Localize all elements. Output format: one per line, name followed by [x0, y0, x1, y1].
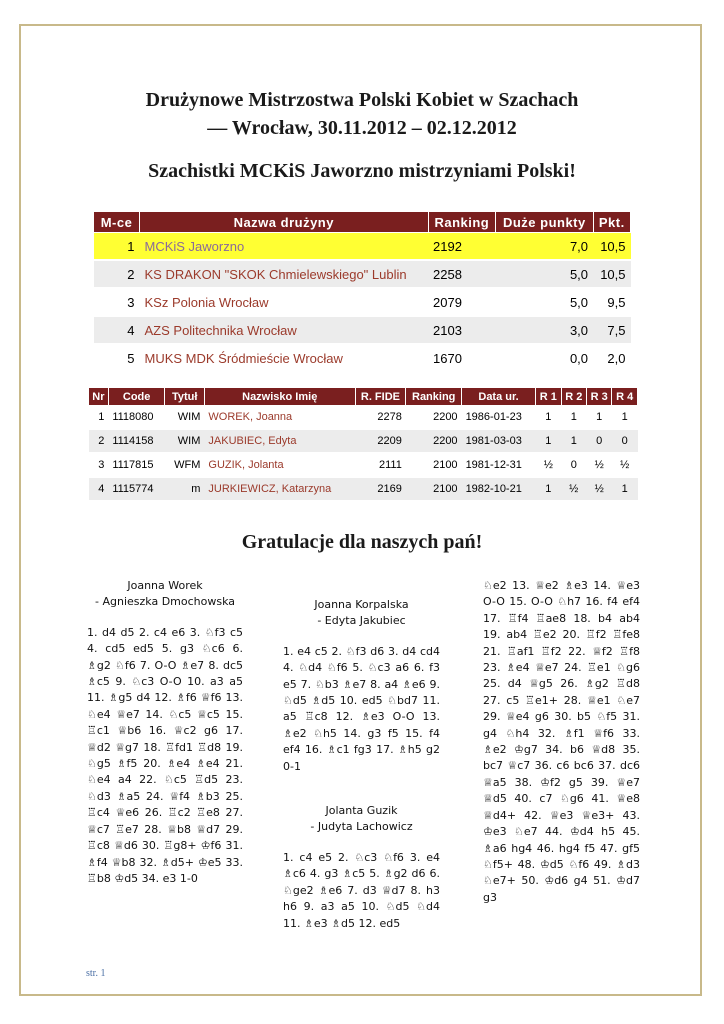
- player-nr: 2: [89, 429, 109, 453]
- player-title: WFM: [165, 453, 204, 477]
- team-name: KSz Polonia Wrocław: [140, 288, 429, 316]
- page-number: str. 1: [86, 968, 106, 979]
- page-title: Drużynowe Mistrzostwa Polski Kobiet w Szachach: [145, 89, 579, 111]
- team-place: 2: [94, 260, 140, 288]
- col-header-dob: Data ur.: [462, 388, 536, 406]
- table-row: [89, 477, 638, 501]
- col-header-nr: Nr: [89, 388, 109, 406]
- team-big-points: 3,0: [496, 316, 593, 344]
- team-ranking: 2079: [428, 288, 496, 316]
- player-dob: 1986-01-23: [462, 406, 536, 430]
- congratulations-heading: Gratulacje dla naszych pań!: [241, 531, 483, 553]
- player-dob: 1981-12-31: [462, 453, 536, 477]
- team-name: MUKS MDK Śródmieście Wrocław: [140, 344, 429, 372]
- team-name: KS DRAKON "SKOK Chmielewskiego" Lublin: [140, 260, 429, 288]
- col-header-big-points: Duże punkty: [496, 212, 593, 233]
- player-title: WIM: [165, 429, 204, 453]
- player-r4: 1: [612, 406, 638, 430]
- player-code: 1118080: [108, 406, 165, 430]
- table-row: [94, 316, 631, 344]
- team-points: 10,5: [593, 233, 630, 261]
- game-column-3: [483, 578, 640, 906]
- team-big-points: 0,0: [496, 344, 593, 372]
- player-fide: 2278: [355, 406, 406, 430]
- player-r4: 1: [612, 477, 638, 501]
- table-row: [94, 260, 631, 288]
- game-column-1: [87, 578, 243, 887]
- team-place: 3: [94, 288, 140, 316]
- page-subtitle: Szachistki MCKiS Jaworzno mistrzyniami Polski!: [148, 160, 576, 182]
- col-header-r3: R 3: [587, 388, 612, 406]
- page-title-dates: — Wrocław, 30.11.2012 – 02.12.2012: [207, 117, 517, 139]
- team-points: 10,5: [593, 260, 630, 288]
- table-row: [89, 406, 638, 430]
- player-name: GUZIK, Jolanta: [204, 453, 355, 477]
- col-header-r1: R 1: [536, 388, 561, 406]
- player-ranking: 2200: [406, 406, 462, 430]
- player-r4: ½: [612, 453, 638, 477]
- player-ranking: 2200: [406, 429, 462, 453]
- team-big-points: 5,0: [496, 260, 593, 288]
- game2-black-player: - Edyta Jakubiec: [317, 614, 406, 628]
- team-ranking: 2258: [428, 260, 496, 288]
- player-r1: ½: [536, 453, 561, 477]
- player-r4: 0: [612, 429, 638, 453]
- game2-moves: 1. e4 c5 2. ♘f3 d6 3. d4 cd4 4. ♘d4 ♘f6 5. ♘c3 a6 6. f3 e5 7. ♘b3 ♗e7 8. a4 ♗e6 9. ♘d5 ♗d5 10. ed5 ♘bd7 11. a5 ♖c8 12. ♗e3 O-O 13. ♗e2 ♘h5 14. g3 f5 15. f4 ef4 16. ♗c1 fg3 17. ♗h5 g2 0-1: [283, 644, 440, 773]
- player-dob: 1982-10-21: [462, 477, 536, 501]
- team-ranking: 2103: [428, 316, 496, 344]
- team-name: AZS Politechnika Wrocław: [140, 316, 429, 344]
- col-header-points: Pkt.: [593, 212, 630, 233]
- table-row: [89, 453, 638, 477]
- player-r3: ½: [587, 477, 612, 501]
- player-fide: 2209: [355, 429, 406, 453]
- table-row: [89, 429, 638, 453]
- col-header-ranking: Ranking: [428, 212, 496, 233]
- game1-black-player: - Agnieszka Dmochowska: [95, 595, 235, 609]
- game3-white-player: Jolanta Guzik: [325, 804, 398, 818]
- player-fide: 2111: [355, 453, 406, 477]
- team-place: 5: [94, 344, 140, 372]
- player-nr: 4: [89, 477, 109, 501]
- game2-white-player: Joanna Korpalska: [314, 598, 409, 611]
- col-header-title: Tytuł: [165, 388, 204, 406]
- player-title: WIM: [165, 406, 204, 430]
- col-header-name: Nazwisko Imię: [204, 388, 355, 406]
- player-fide: 2169: [355, 477, 406, 501]
- team-standings-table: [93, 211, 631, 373]
- player-nr: 1: [89, 406, 109, 430]
- col-header-place: M-ce: [94, 212, 140, 233]
- player-r1: 1: [536, 429, 561, 453]
- game1-moves: 1. d4 d5 2. c4 e6 3. ♘f3 c5 4. cd5 ed5 5. g3 ♘c6 6. ♗g2 ♘f6 7. O-O ♗e7 8. dc5 ♗c5 9. ♘c3 O-O 10. a3 a5 11. ♗g5 d4 12. ♗f6 ♕f6 13. ♘e4 ♕e7 14. ♘c5 ♕c5 15. ♖c1 ♕b6 16. ♕c2 g6 17. ♕d2 ♕g7 18. ♖fd1 ♖d8 19. ♘g5 ♗f5 20. ♗e4 ♗e4 21. ♘e4 a4 22. ♘c5 ♖d5 23. ♘d3 ♗a5 24. ♕f4 ♗b3 25. ♖c4 ♕e6 26. ♖c2 ♖e8 27. ♕c7 ♖e7 28. ♕b8 ♕d7 29. ♖c8 ♕d6 30. ♖g8+ ♔f6 31. ♗f4 ♕b8 32. ♗d5+ ♔e5 33. ♖b8 ♔d5 34. e3 1-0: [87, 625, 243, 885]
- player-ranking: 2100: [406, 477, 462, 501]
- player-r1: 1: [536, 406, 561, 430]
- col-header-r2: R 2: [561, 388, 586, 406]
- table-row: [94, 233, 631, 261]
- game-column-2: [283, 597, 440, 932]
- team-big-points: 5,0: [496, 288, 593, 316]
- player-nr: 3: [89, 453, 109, 477]
- team-name: MCKiS Jaworzno: [140, 233, 429, 261]
- player-code: 1115774: [108, 477, 165, 501]
- table-row: [94, 288, 631, 316]
- col-header-code: Code: [108, 388, 165, 406]
- team-points: 7,5: [593, 316, 630, 344]
- player-name: WOREK, Joanna: [204, 406, 355, 430]
- col-header-r4: R 4: [612, 388, 638, 406]
- player-r2: ½: [561, 477, 586, 501]
- col-header-ranking: Ranking: [406, 388, 462, 406]
- player-r3: 1: [587, 406, 612, 430]
- team-place: 1: [94, 233, 140, 261]
- player-name: JURKIEWICZ, Katarzyna: [204, 477, 355, 501]
- team-place: 4: [94, 316, 140, 344]
- team-points: 2,0: [593, 344, 630, 372]
- game3-moves: 1. c4 e5 2. ♘c3 ♘f6 3. e4 ♗c6 4. g3 ♗c5 5. ♗g2 d6 6. ♘ge2 ♗e6 7. d3 ♕d7 8. h3 h6 9. a3 a5 10. ♘d5 ♘d4 11. ♗e3 ♗d5 12. ed5: [283, 850, 440, 930]
- player-code: 1117815: [108, 453, 165, 477]
- game3-moves-continued: ♘e2 13. ♕e2 ♗e3 14. ♕e3 O-O 15. O-O ♘h7 16. f4 ef4 17. ♖f4 ♖ae8 18. b4 ab4 19. ab4 ♖e2 20. ♖f2 ♖fe8 21. ♖af1 ♖f2 22. ♕f2 ♖f8 23. ♗e4 ♕e7 24. ♖e1 ♘g6 25. d4 ♕g5 26. ♗g2 ♖d8 27. c5 ♖e1+ 28. ♕e1 ♘e7 29. ♕e4 g6 30. b5 ♘f5 31. g4 ♘h4 32. ♗f1 ♕f6 33. ♗e2 ♔g7 34. b6 ♕d8 35. bc7 ♕c7 36. c6 bc6 37. dc6 ♕a5 38. ♔f2 g5 39. ♕e7 ♕d5 40. c7 ♘g6 41. ♕e8 ♕d4+ 42. ♕e3 ♕e3+ 43. ♔e3 ♘e7 44. ♔d4 h5 45. ♗a6 hg4 46. hg4 f5 47. gf5 ♘f5+ 48. ♔d5 ♘f6 49. ♗d3 ♘e7+ 50. ♔d6 g4 51. ♔d7 g3: [483, 579, 640, 904]
- col-header-team: Nazwa drużyny: [140, 212, 429, 233]
- game1-white-player: Joanna Worek: [127, 579, 203, 592]
- player-r3: ½: [587, 453, 612, 477]
- team-big-points: 7,0: [496, 233, 593, 261]
- team-points: 9,5: [593, 288, 630, 316]
- player-code: 1114158: [108, 429, 165, 453]
- player-r2: 1: [561, 406, 586, 430]
- player-r2: 0: [561, 453, 586, 477]
- player-ranking: 2100: [406, 453, 462, 477]
- player-r1: 1: [536, 477, 561, 501]
- team-ranking: 2192: [428, 233, 496, 261]
- col-header-fide: R. FIDE: [355, 388, 406, 406]
- player-r3: 0: [587, 429, 612, 453]
- table-row: [94, 344, 631, 372]
- player-r2: 1: [561, 429, 586, 453]
- player-results-table: [88, 387, 638, 502]
- team-ranking: 1670: [428, 344, 496, 372]
- player-name: JAKUBIEC, Edyta: [204, 429, 355, 453]
- player-dob: 1981-03-03: [462, 429, 536, 453]
- game3-black-player: - Judyta Lachowicz: [310, 820, 413, 834]
- player-title: m: [165, 477, 204, 501]
